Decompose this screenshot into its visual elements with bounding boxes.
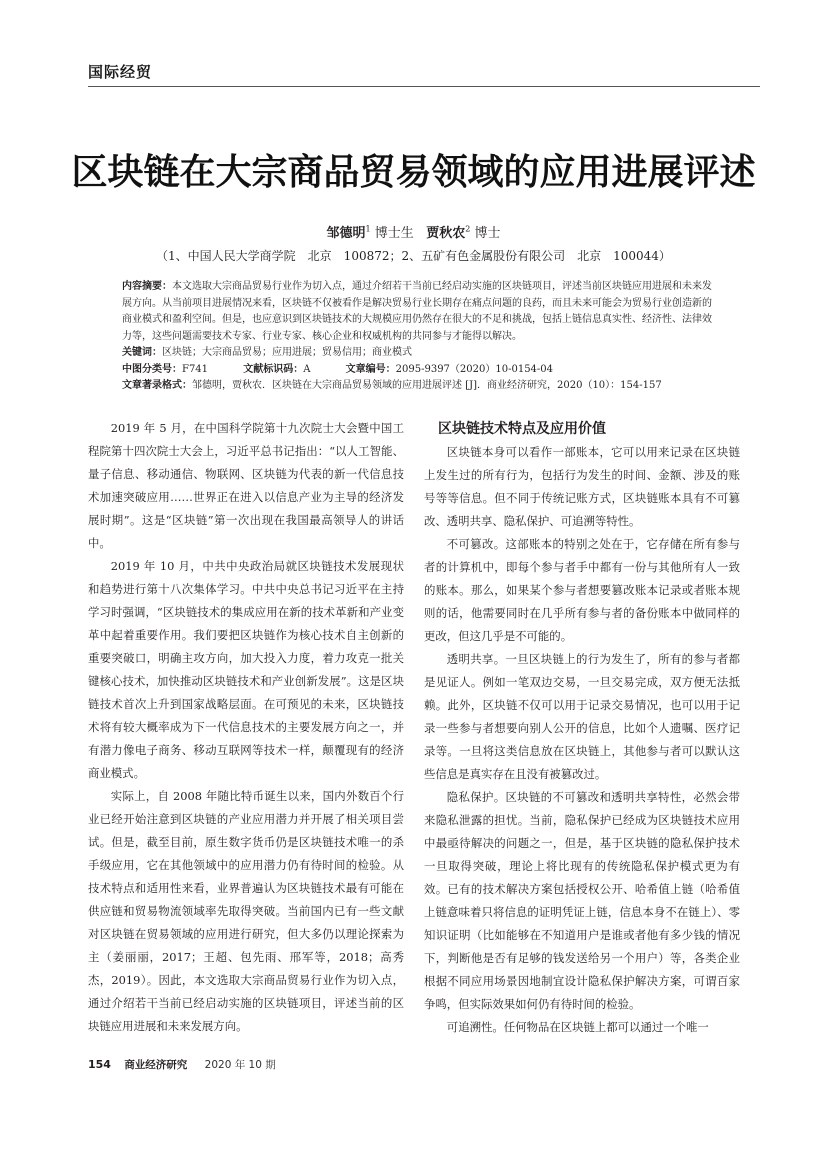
- body-paragraph: 透明共享。一旦区块链上的行为发生了，所有的参与者都是见证人。例如一笔双边交易，一旦交易完成，双方便无法抵赖。此外，区块链不仅可以用于记录交易情况，也可以用于记录一些参与者想要向别人公开的信息，比如个人遗嘱、医疗记录等。一旦将这类信息放在区块链上，其他参与者可以默认这些信息是真实存在且没有被篡改过。: [424, 651, 740, 781]
- abstract-label: 内容摘要：: [122, 281, 172, 292]
- keywords-text: 区块链；大宗商品贸易；应用进展；贸易信用；商业模式: [162, 347, 412, 358]
- citation: [122, 378, 712, 395]
- section-heading: 区块链技术特点及应用价值: [438, 420, 606, 437]
- article-no-label: 文章编号：: [345, 363, 396, 375]
- page-number: 154: [88, 1057, 111, 1071]
- author-degree: 博士生: [374, 226, 414, 241]
- keywords-label: 关键词：: [122, 347, 162, 358]
- citation-text: 邹德明，贾秋农．区块链在大宗商品贸易领域的应用进展评述 [J]．商业经济研究，2020（10）：154-157: [192, 380, 662, 391]
- body-paragraph: 可追溯性。任何物品在区块链上都可以通过一个唯一: [446, 1019, 709, 1034]
- author-name: 邹德明: [326, 226, 366, 241]
- author-name: 贾秋农: [426, 226, 466, 241]
- abstract-text: 本文选取大宗商品贸易行业作为切入点，通过介绍若干当前已经启动实施的区块链项目，评述当前区块链应用进展和未来发展方向。从当前项目进展情况来看，区块链不仅被看作是解决贸易行业长期存在痛点问题的良药，而且未来可能会为贸易行业创造新的商业模式和盈利空间。但是，也应意识到区块链技术的大规模应用仍然存在很大的不足和挑战，包括上链信息真实性、经济性、法律效力等，这些问题需要技术专家、行业专家、核心企业和权威机构的共同参与才能得以解决。: [122, 281, 712, 342]
- section-header: 国际经贸: [88, 63, 153, 81]
- body-paragraph: 不可篡改。这部账本的特别之处在于，它存储在所有参与者的计算机中，即每个参与者手中都有一份与其他所有人一致的账本。那么，如果某个参与者想要篡改账本记录或者账本规则的话，他需要同时在几乎所有参与者的备份账本中做同样的更改，但这几乎是不可能的。: [424, 536, 740, 643]
- article-no-value: 2095-9397（2020）10-0154-04: [395, 363, 554, 375]
- author-line: [0, 225, 827, 243]
- body-right-column: [424, 417, 740, 1039]
- body-paragraph: 2019 年 5 月，在中国科学院第十九次院士大会暨中国工程院第十四次院士大会上，习近平总书记指出：“以人工智能、量子信息、移动通信、物联网、区块链为代表的新一代信息技术加速突破应用……世界正在进入以信息产业为主导的经济发展时期”。这是“区块链”第一次出现在我国最高领导人的讲话中。: [88, 420, 404, 550]
- citation-label: 文章著录格式：: [122, 380, 192, 391]
- author-degree: 博士: [474, 226, 501, 241]
- page-footer: [88, 1057, 827, 1073]
- body-paragraph: 2019 年 10 月，中共中央政治局就区块链技术发展现状和趋势进行第十八次集体学习。中共中央总书记习近平在主持学习时强调，“区块链技术的集成应用在新的技术革新和产业变革中起着重要作用。我们要把区块链作为核心技术自主创新的重要突破口，明确主攻方向，加大投入力度，着力攻克一批关键核心技术，加快推动区块链技术和产业创新发展”。这是区块链技术首次上升到国家战略层面。在可预见的未来，区块链技术将有较大概率成为下一代信息技术的主要发展方向之一，并有潜力像电子商务、移动互联网等技术一样，颠覆现有的经济商业模式。: [88, 558, 404, 780]
- body-paragraph: 区块链本身可以看作一部账本，它可以用来记录在区块链上发生过的所有行为，包括行为发生的时间、金额、涉及的账号等等信息。但不同于传统记账方式，区块链账本具有不可篡改、透明共享、隐私保护、可追溯等特性。: [424, 444, 740, 528]
- issue-label: 2020 年 10 期: [204, 1058, 276, 1071]
- keywords: [122, 345, 712, 362]
- abstract-block: [122, 279, 712, 395]
- doc-code-value: A: [303, 363, 311, 375]
- clc-label: 中图分类号：: [122, 363, 182, 375]
- classification-line: [122, 362, 712, 379]
- author-affiliations: （1、中国人民大学商学院 北京 100872；2、五矿有色金属股份有限公司 北京 100044）: [156, 249, 671, 263]
- body-paragraph: 实际上，自 2008 年随比特币诞生以来，国内外数百个行业已经开始注意到区块链的产业应用潜力并开展了相关项目尝试。但是，截至目前，原生数字货币仍是区块链技术唯一的杀手级应用，它在其他领域中的应用潜力仍有待时间的检验。从技术特点和适用性来看，业界普遍认为区块链技术最有可能在供应链和贸易物流领域率先取得突破。当前国内已有一些文献对区块链在贸易领域的应用进行研究，但大多仍以理论探索为主（姜丽丽，2017；王超、包先雨、邢军等，2018；高秀杰，2019）。因此，本文选取大宗商品贸易行业作为切入点，通过介绍若干当前已经启动实施的区块链项目，评述当前的区块链应用进展和未来发展方向。: [88, 788, 404, 1033]
- clc-value: F741: [182, 363, 209, 375]
- doc-code-label: 文献标识码：: [243, 363, 304, 375]
- header-divider: [88, 86, 760, 87]
- journal-name: 商业经济研究: [124, 1058, 188, 1071]
- author-affiliation-mark: 1: [365, 224, 371, 234]
- article-title: 区块链在大宗商品贸易领域的应用进展评述: [71, 151, 756, 193]
- body-paragraph: 隐私保护。区块链的不可篡改和透明共享特性，必然会带来隐私泄露的担忧。当前，隐私保护已经成为区块链技术应用中最亟待解决的问题之一，但是，基于区块链的隐私保护技术一旦取得突破，理论上将比现有的传统隐私保护模式更为有效。已有的技术解决方案包括授权公开、哈希值上链（哈希值上链意味着只将信息的证明凭证上链，信息本身不在链上）、零知识证明（比如能够在不知道用户是谁或者他有多少钱的情况下，判断他是否有足够的钱发送给另一个用户）等，各类企业根据不同应用场景因地制宜设计隐私保护解决方案，可谓百家争鸣，但实际效果如何仍有待时间的检验。: [424, 789, 740, 1011]
- abstract: [122, 279, 712, 345]
- body-columns: [88, 417, 740, 1039]
- body-left-column: [88, 417, 404, 1039]
- author-affiliation-mark: 2: [465, 224, 471, 234]
